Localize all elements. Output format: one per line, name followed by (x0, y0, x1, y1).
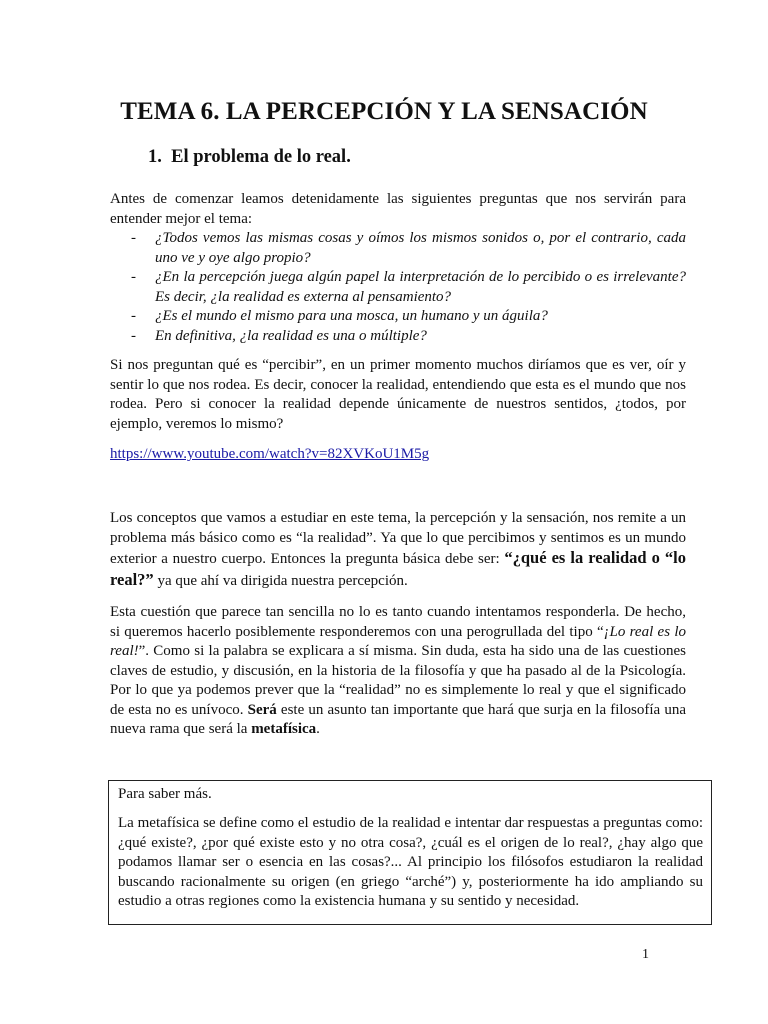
section-title: El problema de lo real. (171, 147, 351, 167)
paragraph-text (110, 509, 686, 591)
question-item (110, 229, 686, 268)
question-item (110, 307, 686, 327)
list-dash: - (131, 308, 136, 324)
text-run: . (316, 721, 320, 737)
question-item (110, 268, 686, 307)
info-box-heading: Para saber más. (118, 786, 212, 802)
text-run: ”. Como si la palabra se explicara a sí misma. Sin duda, esta ha sido una de las cuestiones claves de estudio, y discusión, en la historia de la filosofía y que ha pasado al de la Psicología. Por lo que ya podemos prever que la “realidad” no es simplemente lo real y que el significado de esta no es unívoco. (110, 643, 686, 718)
bold-word: Será (247, 701, 277, 718)
paragraph-text: Si nos preguntan qué es “percibir”, en un primer momento muchos diríamos que es ver, oír y sentir lo que nos rodea. Es decir, conocer la realidad, entendiendo que esta es el mundo que nos rodea. Pero si conocer la realidad depende únicamente de nuestros sentidos, ¿todos, por ejemplo, veremos lo mismo? (110, 357, 686, 432)
question-text: ¿Es el mundo el mismo para una mosca, un humano y un águila? (155, 308, 548, 324)
question-item (110, 327, 686, 347)
question-text: ¿Todos vemos las mismas cosas y oímos los mismos sonidos o, por el contrario, cada uno ve y oye algo propio? (155, 230, 686, 266)
text-run: Esta cuestión que parece tan sencilla no lo es tanto cuando intentamos responderla. De hecho, si queremos hacerlo posiblemente responderemos con una perogrullada del tipo “ (110, 604, 686, 640)
paragraph-text (110, 603, 686, 740)
paragraph-body: Los conceptos que vamos a estudiar en este tema, la percepción y la sensación, nos remite a un problema más básico como es “la realidad”. Ya que lo que percibimos y sentimos es un mundo exterior a nuestro cuerpo. Entonces la pregunta básica debe ser: (110, 510, 686, 567)
list-dash: - (131, 327, 136, 344)
paragraph-percibir (110, 356, 686, 434)
list-dash: - (131, 230, 136, 246)
questions-list (110, 229, 686, 346)
intro-block (110, 190, 686, 346)
intro-paragraph: Antes de comenzar leamos detenidamente las siguientes preguntas que nos servirán para entender mejor el tema: (110, 191, 686, 227)
youtube-link[interactable]: https://www.youtube.com/watch?v=82XVKoU1M5g (110, 446, 430, 462)
info-box (108, 780, 712, 925)
key-question: “¿qué es la realidad o “lo real?” (110, 548, 687, 589)
paragraph-cuestion (110, 603, 686, 740)
video-link-block (110, 445, 686, 465)
paragraph-tail: ya que ahí va dirigida nuestra percepción. (157, 572, 408, 589)
bold-term-metafisica: metafísica (251, 721, 317, 737)
paragraph-conceptos (110, 509, 686, 591)
list-dash: - (131, 269, 136, 285)
document-title: TEMA 6. LA PERCEPCIÓN Y LA SENSACIÓN (120, 98, 648, 125)
section-number: 1. (148, 147, 162, 167)
page-number: 1 (642, 947, 649, 962)
italic-quote: ¡Lo real es lo real! (110, 623, 686, 659)
section-heading (148, 147, 351, 168)
question-text: ¿En la percepción juega algún papel la interpretación de lo percibido o es irrelevante? Es decir, ¿la realidad es externa al pensamiento? (155, 269, 686, 305)
text-run: este un asunto tan importante que hará que surja en la filosofía una nueva rama que será la (110, 701, 686, 737)
question-text: En definitiva, ¿la realidad es una o múltiple? (155, 327, 427, 344)
info-box-text: La metafísica se define como el estudio de la realidad e intentar dar respuestas a preguntas como: ¿qué existe?, ¿por qué existe esto y no otra cosa?, ¿cuál es el origen de lo real?, ¿hay algo que podamos llamar ser o esencia en las cosas?... Al principio los filósofos estudiaron la realidad buscando racionalmente su origen (en griego “arché”) y, posteriormente ha ido ampliando su estudio a otras regiones como la existencia humana y su sentido y necesidad. (118, 815, 703, 909)
